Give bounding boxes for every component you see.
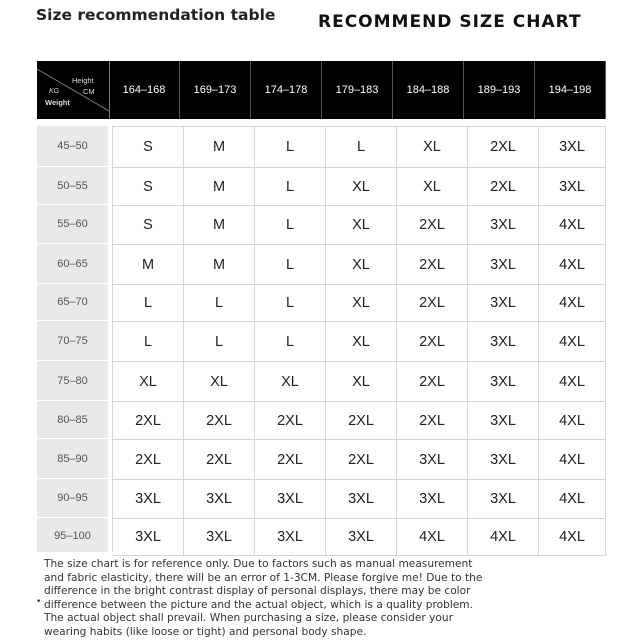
- size-cell: XL: [326, 245, 397, 285]
- height-header-cell: 169–173: [180, 61, 251, 119]
- size-cell: 3XL: [468, 245, 539, 285]
- size-cell: 3XL: [397, 440, 468, 480]
- weight-row-label: 60–65: [37, 244, 108, 284]
- weight-row-label: 80–85: [37, 401, 108, 439]
- kg-label: KG: [49, 88, 60, 95]
- size-cell: 2XL: [468, 168, 539, 206]
- size-cell: XL: [326, 168, 397, 206]
- size-cell: 4XL: [539, 519, 606, 556]
- size-cell: 4XL: [468, 519, 539, 556]
- size-cell: 2XL: [113, 440, 184, 480]
- size-cell: 3XL: [326, 519, 397, 556]
- size-cell: 2XL: [184, 402, 255, 440]
- diagonal-divider-icon: [37, 61, 109, 119]
- size-cell: 3XL: [184, 519, 255, 556]
- size-cell: L: [255, 285, 326, 322]
- height-header-cell: 179–183: [322, 61, 393, 119]
- size-cell: 3XL: [113, 519, 184, 556]
- size-cell: 4XL: [539, 480, 606, 519]
- size-cell: XL: [255, 362, 326, 402]
- chart-title: RECOMMEND SIZE CHART: [318, 12, 582, 32]
- size-cell: 3XL: [397, 480, 468, 519]
- size-cell: XL: [397, 127, 468, 168]
- size-cell: 4XL: [539, 440, 606, 480]
- size-cell: 3XL: [468, 206, 539, 245]
- size-cell: XL: [326, 285, 397, 322]
- size-cell: L: [113, 322, 184, 362]
- size-cell: 3XL: [326, 480, 397, 519]
- size-cell: M: [184, 127, 255, 168]
- size-cell: M: [184, 206, 255, 245]
- size-cell: 2XL: [184, 440, 255, 480]
- weight-row-label: 70–75: [37, 321, 108, 361]
- size-cell: 3XL: [468, 285, 539, 322]
- disclaimer-note: [36, 558, 610, 640]
- size-cell: 3XL: [468, 402, 539, 440]
- size-cell: 4XL: [539, 245, 606, 285]
- weight-row-label: 90–95: [37, 479, 108, 518]
- size-cell: S: [113, 168, 184, 206]
- size-cell: M: [184, 245, 255, 285]
- size-cell: 2XL: [397, 285, 468, 322]
- size-cell: 2XL: [397, 402, 468, 440]
- note-line: and fabric elasticity, there will be an error of 1-3CM. Please forgive me! Due to the: [44, 571, 483, 584]
- size-cell: 4XL: [397, 519, 468, 556]
- size-cell: 3XL: [255, 480, 326, 519]
- size-cell: 4XL: [539, 362, 606, 402]
- weight-row-label: 85–90: [37, 439, 108, 479]
- size-cell: S: [113, 206, 184, 245]
- cm-label: CM: [83, 87, 95, 96]
- size-cell: 3XL: [255, 519, 326, 556]
- size-cell: M: [184, 168, 255, 206]
- height-header-cell: 184–188: [393, 61, 464, 119]
- weight-label: Weight: [45, 98, 70, 107]
- size-cell: S: [113, 127, 184, 168]
- weight-row-label: 55–60: [37, 205, 108, 244]
- size-cell: L: [255, 322, 326, 362]
- height-header-cell: 194–198: [535, 61, 606, 119]
- size-cell: 3XL: [468, 480, 539, 519]
- height-header-cell: 164–168: [109, 61, 180, 119]
- size-cell: 4XL: [539, 402, 606, 440]
- size-cell: L: [184, 322, 255, 362]
- size-cell: 2XL: [255, 402, 326, 440]
- size-cell: M: [113, 245, 184, 285]
- weight-row-label: 45–50: [37, 126, 108, 167]
- size-cell: L: [255, 127, 326, 168]
- size-cell: L: [255, 245, 326, 285]
- size-cell: 3XL: [468, 322, 539, 362]
- weight-row-label: 50–55: [37, 167, 108, 205]
- size-cell: XL: [326, 322, 397, 362]
- size-cell: 2XL: [397, 362, 468, 402]
- size-cell: 4XL: [539, 322, 606, 362]
- size-cell: 4XL: [539, 285, 606, 322]
- size-cell: 2XL: [326, 440, 397, 480]
- size-cell: XL: [326, 206, 397, 245]
- size-cell: XL: [326, 362, 397, 402]
- size-cell: 4XL: [539, 206, 606, 245]
- size-cell: 3XL: [468, 362, 539, 402]
- size-cell: 2XL: [255, 440, 326, 480]
- weight-column: [37, 126, 108, 552]
- size-cell: XL: [184, 362, 255, 402]
- size-cell: 2XL: [326, 402, 397, 440]
- size-cell: 3XL: [539, 168, 606, 206]
- height-header-row: [37, 61, 606, 119]
- size-cell: 2XL: [397, 245, 468, 285]
- weight-row-label: 65–70: [37, 284, 108, 321]
- size-cell: 2XL: [397, 206, 468, 245]
- weight-row-label: 75–80: [37, 361, 108, 401]
- size-cell: L: [255, 168, 326, 206]
- size-grid: [112, 126, 606, 552]
- size-cell: 3XL: [468, 440, 539, 480]
- bullet-icon: •: [36, 597, 42, 607]
- height-header-cell: 174–178: [251, 61, 322, 119]
- note-line: difference in the bright contrast display of personal displays, there may be color: [44, 585, 471, 598]
- size-cell: 2XL: [397, 322, 468, 362]
- note-line: difference between the picture and the actual object, which is a quality problem.: [44, 598, 473, 611]
- size-cell: 3XL: [184, 480, 255, 519]
- size-cell: L: [255, 206, 326, 245]
- table-title: Size recommendation table: [36, 6, 276, 24]
- note-line: The size chart is for reference only. Due to factors such as manual measurement: [44, 558, 473, 570]
- size-cell: 3XL: [539, 127, 606, 168]
- weight-row-label: 95–100: [37, 518, 108, 555]
- header-corner-cell: [37, 61, 110, 119]
- size-cell: XL: [113, 362, 184, 402]
- size-cell: L: [113, 285, 184, 322]
- size-cell: L: [184, 285, 255, 322]
- size-cell: 3XL: [113, 480, 184, 519]
- size-cell: XL: [397, 168, 468, 206]
- height-header-cell: 189–193: [464, 61, 535, 119]
- note-line: wearing habits (like loose or tight) and personal body shape.: [44, 625, 367, 638]
- note-line: The actual object shall prevail. When purchasing a size, please consider your: [44, 612, 453, 625]
- size-cell: L: [326, 127, 397, 168]
- size-cell: 2XL: [113, 402, 184, 440]
- height-label: Height: [72, 76, 94, 85]
- size-cell: 2XL: [468, 127, 539, 168]
